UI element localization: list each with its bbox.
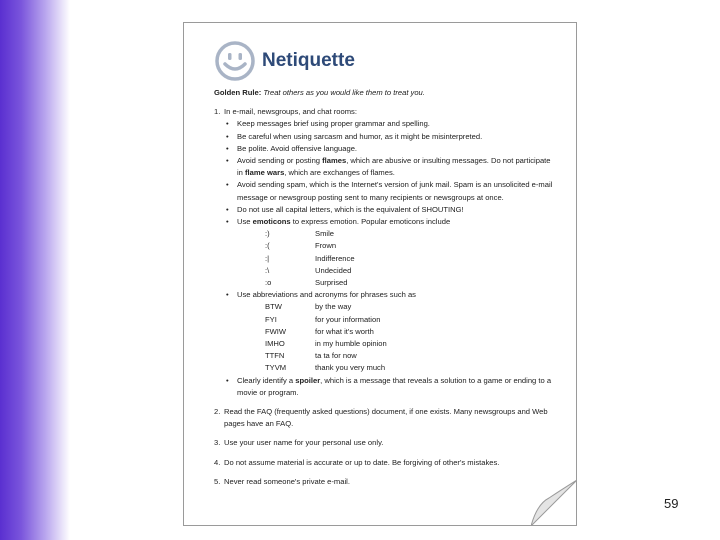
text: , which is a message that reveals a solution to a game or ending to a movie or program. [237,375,552,397]
document-page [183,22,577,526]
section-5 [214,476,554,488]
table-row [265,277,355,289]
list-item: • Keep messages brief using proper grammar and spelling. [224,118,554,130]
acronym-meaning: for your information [315,314,381,324]
section-1 [214,106,554,399]
text: Use [237,217,253,227]
acronym: IMHO [265,339,285,349]
term-spoiler: spoiler [295,375,321,385]
slide-number: 59 [664,496,679,511]
section-number: 5. [214,476,221,486]
acronym: FWIW [265,326,287,336]
text: Clearly identify a [237,375,296,385]
emoticon-meaning: Indifference [315,253,355,263]
acronym-meaning: thank you very much [315,363,386,373]
page-curl-icon [531,480,577,526]
section-4 [214,457,554,469]
document-content [214,87,554,488]
table-row [265,253,355,265]
acronym: TTFN [265,351,285,361]
acronym: BTW [265,302,282,312]
section-3 [214,437,554,449]
acronym-meaning: by the way [315,302,352,312]
page-header [214,37,355,85]
golden-rule-text: Treat others as you would like them to treat you. [263,88,425,97]
section-text: Do not assume material is accurate or up to date. Be forgiving of other's mistakes. [224,457,500,467]
emoticon: :o [265,278,272,288]
emoticon-meaning: Smile [315,229,334,239]
section-text: Use your user name for your personal use only. [224,438,384,448]
list-item [224,375,554,399]
term-flame-wars: flame wars [245,168,285,178]
term-emoticons: emoticons [252,217,291,227]
section-heading: In e-mail, newsgroups, and chat rooms: [224,107,357,117]
text: , which are abusive or insulting messages. Do not participate in [237,156,551,178]
page-title: Netiquette [262,50,355,71]
guideline-list [224,118,554,399]
emoticon: :) [265,229,270,239]
table-row [265,338,387,350]
table-row [265,240,355,252]
section-number: 1. [214,107,221,117]
text: Avoid sending or posting [237,156,323,166]
table-row [265,265,355,277]
section-number: 2. [214,407,221,417]
list-item [224,289,554,374]
acronym-table [265,301,387,374]
table-row [265,314,387,326]
section-text: Read the FAQ (frequently asked questions) document, if one exists. Many newsgroups and Web pages have an FAQ. [224,407,548,429]
emoticon-meaning: Frown [315,241,337,251]
section-2 [214,406,554,430]
golden-rule [214,87,554,99]
table-row [265,326,387,338]
section-text: Never read someone's private e-mail. [224,476,350,486]
table-row [265,362,387,374]
text: , which are exchanges of flames. [284,168,395,178]
list-item [224,216,554,289]
acronym: FYI [265,314,277,324]
term-flames: flames [322,156,347,166]
text: to express emotion. Popular emoticons include [290,217,451,227]
emoticon: :\ [265,265,270,275]
section-number: 4. [214,457,221,467]
emoticon: :| [265,253,270,263]
table-row [265,350,387,362]
table-row [265,301,387,313]
list-item: • Avoid sending spam, which is the Internet's version of junk mail. Spam is an unsolicited e-mail message or newsgroup posting sent to many recipients or newsgroups at once. [224,179,554,203]
list-item: • Be careful when using sarcasm and humor, as it might be misinterpreted. [224,131,554,143]
emoticon-meaning: Undecided [315,265,352,275]
emoticon-meaning: Surprised [315,278,348,288]
acronym-meaning: ta ta for now [315,351,357,361]
golden-rule-label: Golden Rule: [214,88,262,97]
acronym-meaning: in my humble opinion [315,339,387,349]
list-item [224,155,554,179]
text: Use abbreviations and acronyms for phrases such as [237,290,416,300]
list-item: • Do not use all capital letters, which is the equivalent of SHOUTING! [224,204,554,216]
acronym: TYVM [265,363,287,373]
smiley-face-icon [214,40,256,82]
section-number: 3. [214,438,221,448]
list-item: • Be polite. Avoid offensive language. [224,143,554,155]
emoticon: :( [265,241,270,251]
acronym-meaning: for what it's worth [315,326,374,336]
left-gradient-bar [0,0,70,540]
emoticon-table [265,228,355,289]
table-row [265,228,355,240]
